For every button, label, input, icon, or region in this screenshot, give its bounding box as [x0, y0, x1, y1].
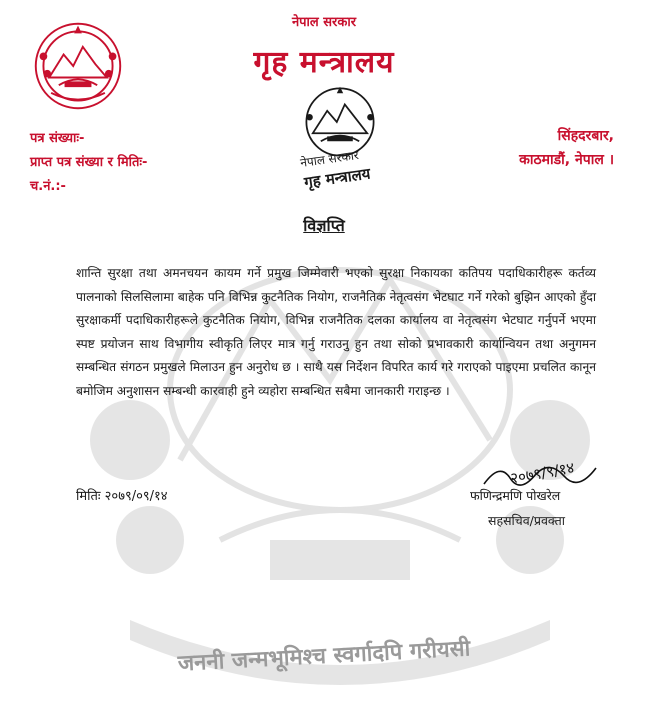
nepal-emblem-icon	[30, 18, 126, 114]
watermark-motto: जननी जन्मभूमिश्च स्वर्गादपि गरीयसी	[177, 636, 471, 677]
signer-title: सहसचिव/प्रवक्ता	[488, 513, 565, 528]
address-line-1: सिंहदरबार,	[557, 128, 614, 144]
received-letter-label: प्राप्त पत्र संख्या र मितिः-	[30, 155, 148, 170]
center-caption-ministry: गृह मन्त्रालय	[303, 164, 372, 192]
dispatch-number-label: च.नं.:-	[30, 179, 66, 194]
center-caption-government: नेपाल सरकार	[299, 147, 360, 171]
address-line-2: काठमाडौं, नेपाल ।	[519, 152, 614, 168]
letter-number-label: पत्र संख्याः-	[30, 131, 85, 146]
government-label: नेपाल सरकार	[291, 15, 357, 30]
ministry-title: गृह मन्त्रालय	[253, 45, 395, 80]
signature-date: २०७९/९/१४	[508, 458, 576, 488]
notice-date: मितिः २०७९/०९/१४	[76, 489, 168, 504]
signer-name: फणिन्द्रमणि पोखरेल	[470, 488, 561, 503]
notice-title: विज्ञप्ति	[303, 216, 345, 235]
notice-body: शान्ति सुरक्षा तथा अमनचयन कायम गर्ने प्रमुख जिम्मेवारी भएको सुरक्षा निकायका कतिपय पदाधिकारीहरू कर्तव्य पालनाको सिलसिलामा बाहेक पनि विभिन्न कुटनैतिक नियोग, राजनैतिक नेतृत्वसंग भेटघाट गर्ने गरेको बुझिन आएको हुँदा सुरक्षाकर्मी पदाधिकारीहरूले कुटनैतिक नियोग, विभिन्न राजनैतिक दलका कार्यालय वा नेतृत्वसंग भेटघाट गर्नुपर्ने भएमा स्पष्ट प्रयोजन साथ विभागीय स्वीकृति लिएर मात्र गर्नु गराउनु हुन तथा सोको प्रभावकारी कार्यान्वियन तथा अनुगमन सम्बन्धित संगठन प्रमुखले मिलाउन हुन अनुरोध छ । साथै यस निर्देशन विपरित कार्य गरे गराएको पाइएमा प्रचलित कानून बमोजिम अनुशासन सम्बन्धी कारवाही हुने व्यहोरा सम्बन्धित सबैमा जानकारी गराइन्छ ।	[76, 266, 596, 398]
